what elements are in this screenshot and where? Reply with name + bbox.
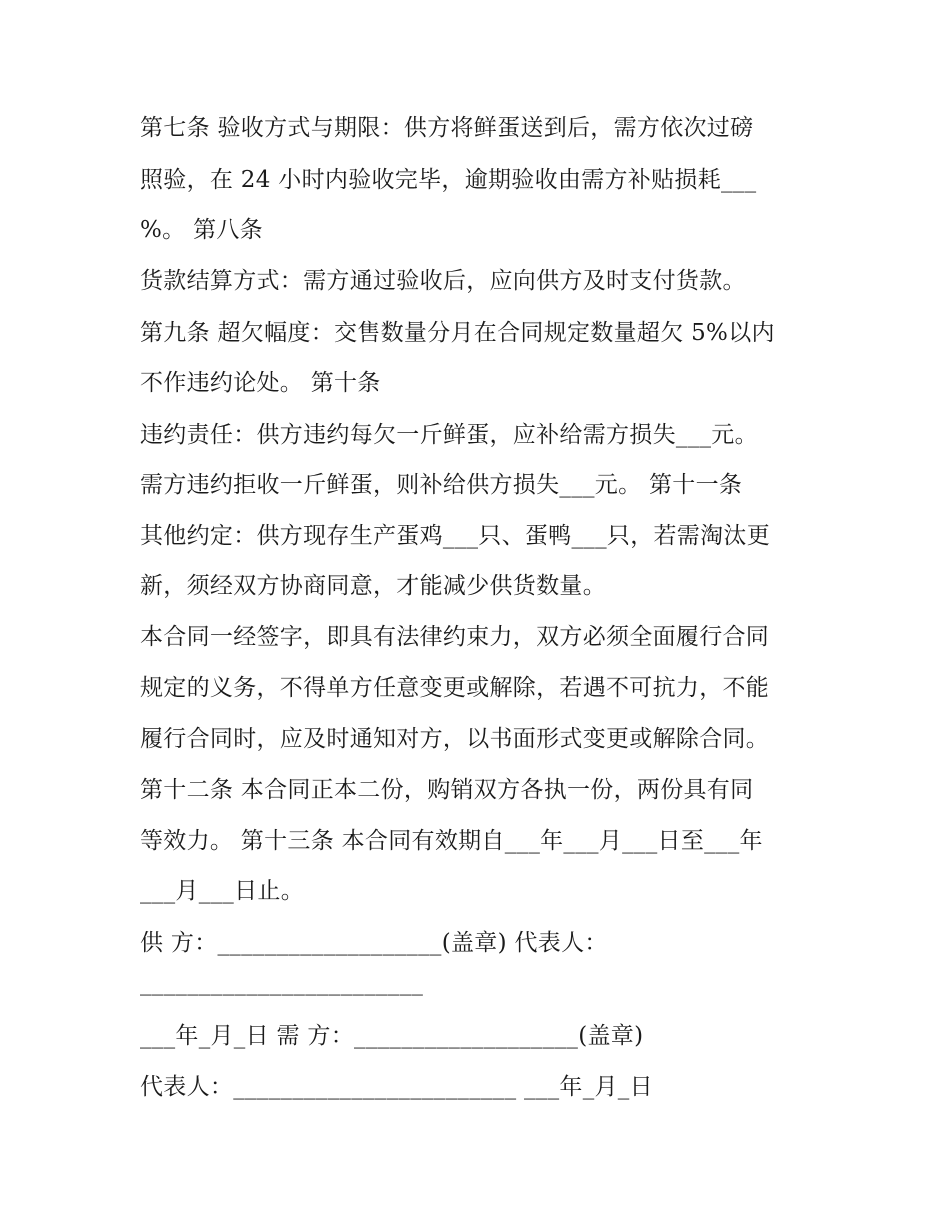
contract-line-liability-2: 需方违约拒收一斤鲜蛋，则补给供方损失___元。 第十一条 (140, 472, 743, 498)
contract-line-binding-2: 规定的义务，不得单方任意变更或解除，若遇不可抗力，不能 (140, 675, 770, 701)
contract-line-copies-2: 等效力。 第十三条 本合同有效期自___年___月___日至___年 (140, 828, 763, 854)
contract-line-copies-1: 第十二条 本合同正本二份，购销双方各执一份，两份具有同 (140, 777, 754, 803)
contract-line-tolerance-2: 不作违约论处。 第十条 (140, 370, 381, 396)
contract-line-acceptance-3: %。 第八条 (140, 217, 263, 243)
signature-line-buyer: ___年_月_日 需 方：___________________(盖章) (140, 1023, 644, 1049)
signature-line-supplier-rep: ________________________ (140, 970, 424, 996)
contract-line-binding-3: 履行合同时，应及时通知对方，以书面形式变更或解除合同。 (140, 726, 770, 752)
contract-line-payment: 货款结算方式：需方通过验收后，应向供方及时支付货款。 (140, 268, 746, 294)
contract-line-other-2: 新，须经双方协商同意，才能减少供货数量。 (140, 573, 606, 599)
contract-line-other-1: 其他约定：供方现存生产蛋鸡___只、蛋鸭___只，若需淘汰更 (140, 523, 770, 549)
contract-line-acceptance-1: 第七条 验收方式与期限：供方将鲜蛋送到后，需方依次过磅 (140, 115, 754, 141)
contract-line-tolerance-1: 第九条 超欠幅度：交售数量分月在合同规定数量超欠 5%以内 (140, 320, 775, 346)
contract-line-copies-3: ___月___日止。 (140, 878, 304, 904)
contract-line-liability-1: 违约责任：供方违约每欠一斤鲜蛋，应补给需方损失___元。 (140, 422, 758, 448)
contract-line-binding-1: 本合同一经签字，即具有法律约束力，双方必须全面履行合同 (140, 624, 770, 650)
contract-line-acceptance-2: 照验，在 24 小时内验收完毕，逾期验收由需方补贴损耗___ (140, 167, 757, 193)
signature-line-buyer-rep: 代表人：________________________ ___年_月_日 (140, 1074, 653, 1100)
signature-line-supplier: 供 方：___________________(盖章) 代表人： (140, 930, 608, 956)
